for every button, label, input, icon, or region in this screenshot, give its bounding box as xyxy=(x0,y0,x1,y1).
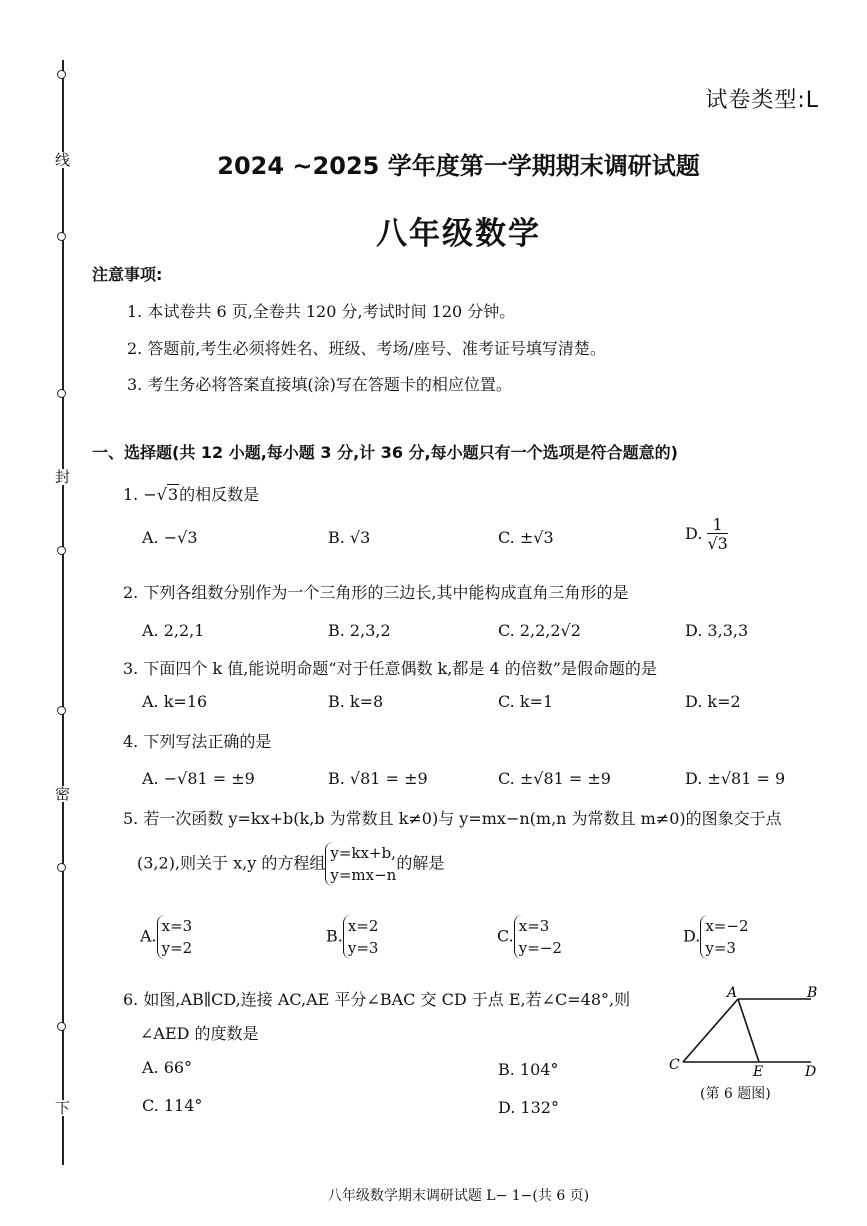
option-b: B. √81 = ±9 xyxy=(328,769,428,788)
stem-text: 如图,AB∥CD,连接 AC,AE 平分∠BAC 交 CD 于点 E,若∠C=48°,则 xyxy=(143,990,631,1009)
question-2-stem xyxy=(123,580,628,603)
radicand: 3 xyxy=(167,485,179,504)
option-a: A. k=16 xyxy=(142,692,208,711)
question-4-stem xyxy=(123,729,271,752)
option-d: D. 132° xyxy=(498,1098,559,1117)
option-b: B. 104° xyxy=(498,1060,559,1079)
option-label: D. xyxy=(685,524,703,543)
stem-text: 的相反数是 xyxy=(179,485,260,504)
question-number: 3. xyxy=(123,659,139,678)
option-label: A. xyxy=(140,926,157,946)
option-label: B. xyxy=(326,926,343,946)
numerator: 1 xyxy=(707,516,727,534)
option-label: C. xyxy=(497,926,514,946)
equation: x=3 xyxy=(518,917,550,935)
option-c: C. 114° xyxy=(142,1096,203,1115)
binding-circle xyxy=(57,70,66,79)
equation: y=3 xyxy=(705,939,736,957)
equation: y=2 xyxy=(161,939,193,957)
page-footer: 八年级数学期末调研试题 L− 1−(共 6 页) xyxy=(327,1188,590,1204)
point-label-c: C xyxy=(669,1057,680,1073)
point-label-b: B xyxy=(807,985,818,1001)
equation-system xyxy=(514,915,562,959)
stem-text: 下列各组数分别作为一个三角形的三边长,其中能构成直角三角形的是 xyxy=(143,583,629,602)
equation-system xyxy=(157,915,193,959)
question-number: 1. xyxy=(123,485,139,504)
question-number: 6. xyxy=(123,990,139,1009)
point-label-a: A xyxy=(727,985,738,1001)
exam-title: 2024 ~2025 学年度第一学期期末调研试题 xyxy=(217,152,700,180)
line-ae xyxy=(738,999,759,1062)
denominator: √3 xyxy=(707,534,728,553)
figure-caption: (第 6 题图) xyxy=(700,1086,771,1102)
option-a: A. 66° xyxy=(142,1058,193,1077)
binding-circle xyxy=(57,1022,66,1031)
option-d: D. 3,3,3 xyxy=(685,621,749,640)
option-d xyxy=(685,516,728,553)
option-c: C. 2,2,2√2 xyxy=(498,621,581,640)
binding-circle xyxy=(57,863,66,872)
note-item: 1. 本试卷共 6 页,全卷共 120 分,考试时间 120 分钟。 xyxy=(127,302,516,321)
option-a xyxy=(140,915,192,959)
option-b: B. √3 xyxy=(328,528,371,547)
point-label-d: D xyxy=(805,1064,817,1077)
binding-circle xyxy=(57,706,66,715)
section-heading: 一、选择题(共 12 小题,每小题 3 分,计 36 分,每小题只有一个选项是符合题意的) xyxy=(92,443,678,462)
margin-char-seal: 封 xyxy=(55,468,71,486)
option-c: C. ±√81 = ±9 xyxy=(498,769,611,788)
equation: y=3 xyxy=(347,939,379,957)
binding-circle xyxy=(57,546,66,555)
option-label: D. xyxy=(683,926,701,946)
option-c xyxy=(497,915,562,959)
stem-text: 下列写法正确的是 xyxy=(143,732,272,751)
equation: y=kx+b, xyxy=(330,844,396,862)
option-b xyxy=(326,915,378,959)
option-c: C. ±√3 xyxy=(498,528,554,547)
fraction xyxy=(707,516,727,553)
paper-type: 试卷类型:L xyxy=(705,88,819,113)
equation: x=−2 xyxy=(705,917,749,935)
equation-system xyxy=(325,842,396,886)
question-number: 2. xyxy=(123,583,139,602)
question-1-stem: 1. −√3的相反数是 xyxy=(123,485,260,504)
margin-char-secret: 密 xyxy=(55,785,71,803)
minus-sign: − xyxy=(143,485,157,504)
equation-system xyxy=(700,915,748,959)
note-item: 3. 考生务必将答案直接填(涂)写在答题卡的相应位置。 xyxy=(127,375,512,394)
option-b: B. 2,3,2 xyxy=(328,621,391,640)
equation-system xyxy=(343,915,379,959)
point-label-e: E xyxy=(753,1064,764,1077)
equation: y=−2 xyxy=(518,939,562,957)
option-d xyxy=(683,915,748,959)
question-6-stem-line2: ∠AED 的度数是 xyxy=(140,1024,259,1043)
stem-text: 的解是 xyxy=(396,853,445,873)
option-a: A. 2,2,1 xyxy=(142,621,205,640)
option-b: B. k=8 xyxy=(328,692,384,711)
question-number: 5. xyxy=(123,809,139,828)
option-a: A. −√3 xyxy=(142,528,198,547)
notes-heading: 注意事项: xyxy=(92,265,163,284)
option-c: C. k=1 xyxy=(498,692,554,711)
question-5-stem-line2 xyxy=(137,842,444,886)
equation: y=mx−n xyxy=(330,866,397,884)
option-d: D. ±√81 = 9 xyxy=(685,769,786,788)
stem-text: (3,2),则关于 x,y 的方程组 xyxy=(137,853,326,873)
subject-title: 八年级数学 xyxy=(376,216,541,252)
equation: x=3 xyxy=(161,917,193,935)
stem-text: 下面四个 k 值,能说明命题“对于任意偶数 k,都是 4 的倍数”是假命题的是 xyxy=(143,659,657,678)
margin-char-bottom: 下 xyxy=(55,1099,71,1117)
equation: x=2 xyxy=(347,917,379,935)
option-a: A. −√81 = ±9 xyxy=(142,769,255,788)
question-5-stem-line1 xyxy=(123,806,782,829)
question-number: 4. xyxy=(123,732,139,751)
binding-circle xyxy=(57,389,66,398)
stem-text: 若一次函数 y=kx+b(k,b 为常数且 k≠0)与 y=mx−n(m,n 为常数且 m≠0)的图象交于点 xyxy=(143,809,782,828)
note-item: 2. 答题前,考生必须将姓名、班级、考场/座号、准考证号填写清楚。 xyxy=(127,339,606,358)
question-6-stem-line1 xyxy=(123,987,630,1010)
option-d: D. k=2 xyxy=(685,692,741,711)
line-ac xyxy=(683,999,738,1062)
question-3-stem xyxy=(123,656,657,679)
margin-char-line: 线 xyxy=(55,151,71,169)
question-6-figure xyxy=(665,982,825,1077)
